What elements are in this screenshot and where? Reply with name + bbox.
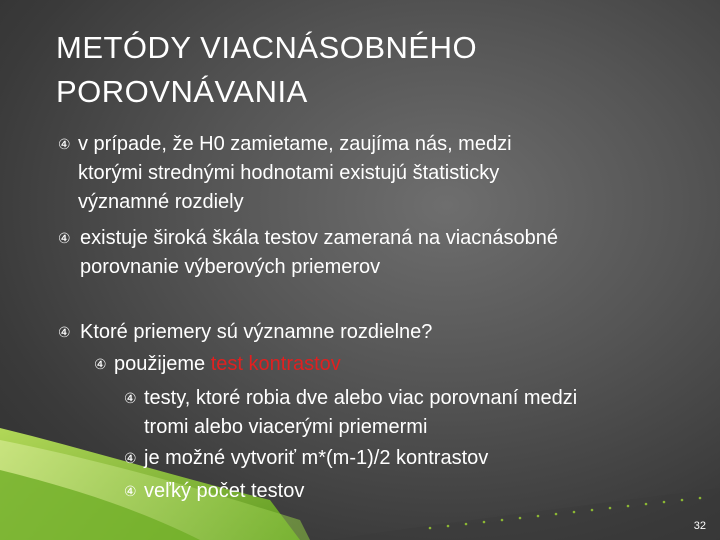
bullet-text-line: tromi alebo viacerými priemermi xyxy=(144,416,428,438)
bullet-icon: ④ xyxy=(124,483,137,499)
bullet-text-line: významné rozdiely xyxy=(78,191,244,213)
slide-title-line-1: METÓDY VIACNÁSOBNÉHO xyxy=(56,30,478,65)
bullet-text-line: v prípade, že H0 zamietame, zaujíma nás, medzi xyxy=(78,133,512,155)
bullet-text-line: testy, ktoré robia dve alebo viac porovnaní medzi xyxy=(144,387,578,409)
bullet-icon: ④ xyxy=(124,450,137,466)
highlighted-term: test kontrastov xyxy=(210,353,341,375)
sub-sub-bullet-item xyxy=(124,444,489,473)
bullet-text-line: Ktoré priemery sú významne rozdielne? xyxy=(80,321,433,343)
sub-sub-bullet-item xyxy=(124,477,305,506)
bullet-icon: ④ xyxy=(94,356,107,372)
sub-sub-bullet-item xyxy=(124,384,578,442)
bullet-icon: ④ xyxy=(58,230,71,246)
page-number: 32 xyxy=(693,520,706,532)
bullet-text-line: je možné vytvoriť m*(m-1)/2 kontrastov xyxy=(144,447,489,469)
bullet-icon: ④ xyxy=(58,324,71,340)
bullet-item xyxy=(58,224,559,282)
bullet-text-line: ktorými strednými hodnotami existujú štatisticky xyxy=(78,162,500,184)
bullet-item xyxy=(58,130,512,217)
bullet-text-line: veľký počet testov xyxy=(144,480,305,502)
bullet-text-line: existuje široká škála testov zameraná na viacnásobné xyxy=(80,227,559,249)
bullet-item xyxy=(58,318,433,347)
slide-title xyxy=(56,26,676,114)
bullet-icon: ④ xyxy=(58,136,71,152)
bullet-icon: ④ xyxy=(124,390,137,406)
bullet-text-line: porovnanie výberových priemerov xyxy=(80,256,381,278)
sub-bullet-text: použijeme xyxy=(114,353,211,375)
slide-title-line-2: POROVNÁVANIA xyxy=(56,74,308,109)
sub-bullet-item xyxy=(94,350,341,379)
